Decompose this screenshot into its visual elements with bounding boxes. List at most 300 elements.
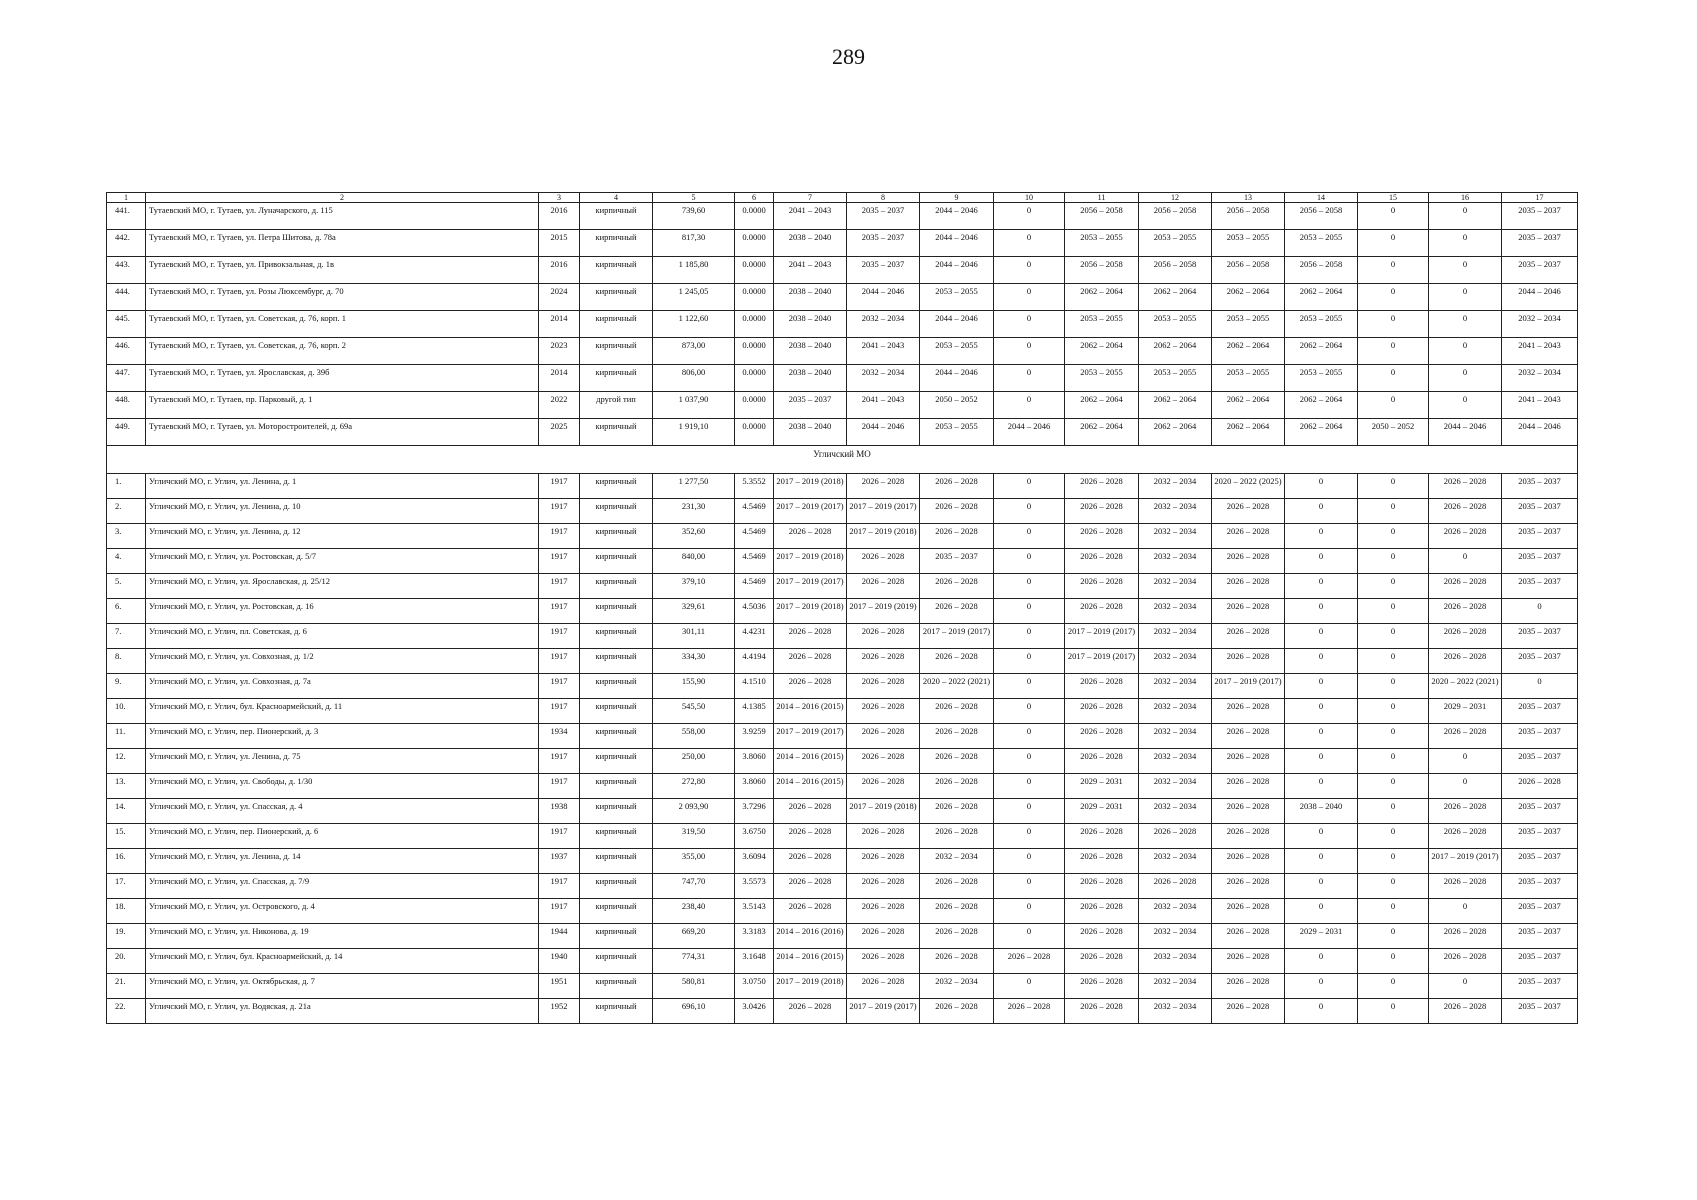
- table-cell: 2017 – 2019 (2017): [774, 574, 847, 599]
- table-cell: 4.5469: [735, 499, 774, 524]
- table-cell: кирпичный: [580, 311, 653, 338]
- table-cell: 5.3552: [735, 474, 774, 499]
- table-cell: 2026 – 2028: [847, 849, 920, 874]
- table-cell: 2026 – 2028: [774, 824, 847, 849]
- table-cell: 0: [1358, 924, 1429, 949]
- table-cell: 0: [1285, 599, 1358, 624]
- table-cell: 2026 – 2028: [1429, 999, 1502, 1024]
- table-cell: кирпичный: [580, 724, 653, 749]
- table-cell: 352,60: [653, 524, 735, 549]
- table-cell: 0: [1502, 674, 1578, 699]
- table-cell: 2026 – 2028: [1065, 574, 1139, 599]
- table-cell: 2026 – 2028: [1065, 549, 1139, 574]
- table-cell: 669,20: [653, 924, 735, 949]
- table-cell: 1940: [539, 949, 580, 974]
- table-cell: 2029 – 2031: [1429, 699, 1502, 724]
- table-cell: 873,00: [653, 338, 735, 365]
- table-cell: 2038 – 2040: [774, 230, 847, 257]
- table-cell: 2038 – 2040: [774, 419, 847, 446]
- table-cell: 2035 – 2037: [1502, 624, 1578, 649]
- row-number: 3.: [107, 524, 146, 549]
- table-cell: кирпичный: [580, 624, 653, 649]
- table-cell: 0: [1429, 311, 1502, 338]
- table-cell: 0: [1358, 749, 1429, 774]
- address-cell: Угличский МО, г. Углич, ул. Спасская, д. 7/9: [146, 874, 539, 899]
- table-cell: 2026 – 2028: [920, 924, 994, 949]
- column-number: 4: [580, 193, 653, 203]
- table-cell: 2026 – 2028: [920, 799, 994, 824]
- column-number: 2: [146, 193, 539, 203]
- table-cell: 1917: [539, 899, 580, 924]
- table-cell: 2062 – 2064: [1139, 392, 1212, 419]
- table-cell: 2026 – 2028: [1212, 774, 1285, 799]
- table-cell: 2026 – 2028: [994, 999, 1065, 1024]
- table-cell: 1944: [539, 924, 580, 949]
- table-cell: 0: [1358, 284, 1429, 311]
- table-cell: 2026 – 2028: [847, 699, 920, 724]
- column-number: 12: [1139, 193, 1212, 203]
- table-cell: 0: [1358, 365, 1429, 392]
- table-cell: 0: [994, 699, 1065, 724]
- table-cell: кирпичный: [580, 230, 653, 257]
- table-cell: 0: [1358, 849, 1429, 874]
- table-cell: 319,50: [653, 824, 735, 849]
- table-cell: 2025: [539, 419, 580, 446]
- table-cell: 0: [994, 203, 1065, 230]
- table-cell: кирпичный: [580, 284, 653, 311]
- table-body: [107, 193, 1578, 1024]
- table-cell: 0: [1285, 749, 1358, 774]
- table-cell: 2026 – 2028: [1065, 924, 1139, 949]
- table-cell: кирпичный: [580, 203, 653, 230]
- table-cell: 2026 – 2028: [920, 749, 994, 774]
- row-number: 443.: [107, 257, 146, 284]
- address-cell: Тутаевский МО, г. Тутаев, ул. Луначарского, д. 115: [146, 203, 539, 230]
- table-cell: 2017 – 2019 (2017): [774, 499, 847, 524]
- table-cell: 2035 – 2037: [1502, 574, 1578, 599]
- table-cell: 2032 – 2034: [1139, 924, 1212, 949]
- column-number: 16: [1429, 193, 1502, 203]
- address-cell: Угличский МО, г. Углич, ул. Совхозная, д. 1/2: [146, 649, 539, 674]
- table-row: [107, 474, 1578, 499]
- address-cell: Угличский МО, г. Углич, ул. Октябрьская, д. 7: [146, 974, 539, 999]
- table-cell: 2026 – 2028: [1212, 749, 1285, 774]
- table-cell: 2035 – 2037: [1502, 949, 1578, 974]
- table-row: [107, 724, 1578, 749]
- table-cell: 2026 – 2028: [920, 899, 994, 924]
- table-cell: 2026 – 2028: [1429, 724, 1502, 749]
- table-cell: 2035 – 2037: [1502, 257, 1578, 284]
- table-cell: 2032 – 2034: [1139, 799, 1212, 824]
- table-cell: 2026 – 2028: [847, 549, 920, 574]
- table-cell: 2017 – 2019 (2017): [1429, 849, 1502, 874]
- table-cell: 0: [994, 257, 1065, 284]
- table-cell: 2032 – 2034: [1139, 524, 1212, 549]
- table-cell: 2053 – 2055: [1212, 230, 1285, 257]
- table-cell: 2026 – 2028: [1212, 899, 1285, 924]
- table-cell: 2032 – 2034: [1139, 649, 1212, 674]
- table-cell: 2026 – 2028: [1065, 949, 1139, 974]
- table-cell: 2026 – 2028: [1429, 949, 1502, 974]
- address-cell: Угличский МО, г. Углич, ул. Ленина, д. 75: [146, 749, 539, 774]
- table-cell: 747,70: [653, 874, 735, 899]
- column-number: 11: [1065, 193, 1139, 203]
- table-cell: 1917: [539, 574, 580, 599]
- table-cell: 2062 – 2064: [1212, 338, 1285, 365]
- table-cell: кирпичный: [580, 774, 653, 799]
- table-cell: 0: [1285, 649, 1358, 674]
- table-cell: 0: [1285, 524, 1358, 549]
- table-cell: 2032 – 2034: [1139, 999, 1212, 1024]
- section-row: [107, 446, 1578, 474]
- table-cell: 2026 – 2028: [847, 724, 920, 749]
- table-cell: 2062 – 2064: [1285, 419, 1358, 446]
- column-number: 17: [1502, 193, 1578, 203]
- table-cell: 0: [1429, 974, 1502, 999]
- table-cell: 2035 – 2037: [1502, 649, 1578, 674]
- table-cell: 2032 – 2034: [1139, 974, 1212, 999]
- table-cell: 558,00: [653, 724, 735, 749]
- table-cell: 545,50: [653, 699, 735, 724]
- row-number: 11.: [107, 724, 146, 749]
- section-title: Угличский МО: [107, 446, 1578, 474]
- table-cell: кирпичный: [580, 649, 653, 674]
- table-cell: 2062 – 2064: [1065, 284, 1139, 311]
- table-cell: 2017 – 2019 (2019): [847, 599, 920, 624]
- table-cell: 0: [994, 524, 1065, 549]
- table-cell: 2015: [539, 230, 580, 257]
- table-cell: 0: [1285, 474, 1358, 499]
- table-cell: 2032 – 2034: [920, 849, 994, 874]
- table-cell: 1917: [539, 474, 580, 499]
- table-cell: 2017 – 2019 (2018): [774, 974, 847, 999]
- table-cell: 2016: [539, 257, 580, 284]
- address-cell: Тутаевский МО, г. Тутаев, ул. Ярославская, д. 39б: [146, 365, 539, 392]
- table-cell: 2017 – 2019 (2018): [774, 474, 847, 499]
- table-cell: 2029 – 2031: [1065, 774, 1139, 799]
- table-cell: 1917: [539, 624, 580, 649]
- table-cell: 0: [994, 974, 1065, 999]
- address-cell: Угличский МО, г. Углич, ул. Ростовская, д. 16: [146, 599, 539, 624]
- table-cell: 2044 – 2046: [920, 203, 994, 230]
- table-cell: 2044 – 2046: [920, 257, 994, 284]
- table-cell: 2035 – 2037: [1502, 874, 1578, 899]
- table-cell: 0: [1285, 974, 1358, 999]
- address-cell: Тутаевский МО, г. Тутаев, ул. Советская, д. 76, корп. 1: [146, 311, 539, 338]
- table-cell: 2026 – 2028: [1065, 874, 1139, 899]
- table-cell: 2056 – 2058: [1212, 203, 1285, 230]
- table-cell: 0.0000: [735, 365, 774, 392]
- table-cell: 806,00: [653, 365, 735, 392]
- header-row: [107, 193, 1578, 203]
- table-cell: 2062 – 2064: [1212, 419, 1285, 446]
- address-cell: Угличский МО, г. Углич, ул. Ленина, д. 14: [146, 849, 539, 874]
- table-cell: 0: [1429, 230, 1502, 257]
- table-cell: 2038 – 2040: [1285, 799, 1358, 824]
- table-cell: 2062 – 2064: [1285, 392, 1358, 419]
- table-row: [107, 699, 1578, 724]
- table-cell: 2053 – 2055: [1212, 311, 1285, 338]
- table-cell: кирпичный: [580, 365, 653, 392]
- schedule-table-container: [106, 192, 1578, 1024]
- table-cell: 2032 – 2034: [1139, 474, 1212, 499]
- table-cell: кирпичный: [580, 949, 653, 974]
- table-cell: 301,11: [653, 624, 735, 649]
- page-number: 289: [832, 44, 865, 69]
- table-cell: 2032 – 2034: [920, 974, 994, 999]
- table-cell: 0: [1358, 874, 1429, 899]
- table-cell: 1917: [539, 649, 580, 674]
- table-cell: 2026 – 2028: [1065, 474, 1139, 499]
- table-cell: 2032 – 2034: [1139, 549, 1212, 574]
- table-cell: кирпичный: [580, 524, 653, 549]
- table-cell: 2056 – 2058: [1285, 203, 1358, 230]
- table-row: [107, 365, 1578, 392]
- table-row: [107, 284, 1578, 311]
- table-cell: 2026 – 2028: [994, 949, 1065, 974]
- table-cell: 0: [1429, 774, 1502, 799]
- table-cell: 1917: [539, 699, 580, 724]
- table-cell: 2026 – 2028: [774, 999, 847, 1024]
- table-cell: кирпичный: [580, 899, 653, 924]
- table-cell: 0: [1358, 774, 1429, 799]
- table-cell: 0: [994, 774, 1065, 799]
- table-cell: 2022: [539, 392, 580, 419]
- table-cell: 2026 – 2028: [920, 499, 994, 524]
- table-cell: 2026 – 2028: [1429, 624, 1502, 649]
- table-row: [107, 203, 1578, 230]
- table-row: [107, 924, 1578, 949]
- table-cell: 2026 – 2028: [1212, 849, 1285, 874]
- table-cell: 2053 – 2055: [1285, 230, 1358, 257]
- column-number: 7: [774, 193, 847, 203]
- table-cell: 2032 – 2034: [847, 311, 920, 338]
- row-number: 21.: [107, 974, 146, 999]
- table-cell: 2038 – 2040: [774, 284, 847, 311]
- table-cell: 0: [1358, 499, 1429, 524]
- table-cell: 2032 – 2034: [1139, 774, 1212, 799]
- table-cell: 2026 – 2028: [847, 874, 920, 899]
- table-cell: 2032 – 2034: [1139, 624, 1212, 649]
- table-cell: 2026 – 2028: [847, 824, 920, 849]
- row-number: 445.: [107, 311, 146, 338]
- table-cell: 0: [994, 574, 1065, 599]
- table-cell: 0: [994, 874, 1065, 899]
- table-cell: 2053 – 2055: [920, 338, 994, 365]
- table-row: [107, 799, 1578, 824]
- table-row: [107, 649, 1578, 674]
- table-cell: кирпичный: [580, 257, 653, 284]
- table-cell: 2026 – 2028: [1429, 599, 1502, 624]
- table-cell: 2017 – 2019 (2018): [847, 799, 920, 824]
- table-cell: 3.5143: [735, 899, 774, 924]
- table-cell: 0: [1429, 365, 1502, 392]
- table-cell: 3.0426: [735, 999, 774, 1024]
- table-cell: 2026 – 2028: [847, 474, 920, 499]
- table-cell: 3.0750: [735, 974, 774, 999]
- table-cell: 329,61: [653, 599, 735, 624]
- table-cell: 2026 – 2028: [1502, 774, 1578, 799]
- table-row: [107, 574, 1578, 599]
- table-cell: кирпичный: [580, 599, 653, 624]
- table-cell: 2026 – 2028: [1065, 899, 1139, 924]
- table-cell: 2026 – 2028: [1212, 599, 1285, 624]
- table-cell: 2026 – 2028: [920, 649, 994, 674]
- table-cell: 2053 – 2055: [1139, 311, 1212, 338]
- table-cell: 1 919,10: [653, 419, 735, 446]
- table-cell: 2035 – 2037: [1502, 499, 1578, 524]
- table-cell: 2035 – 2037: [774, 392, 847, 419]
- table-cell: кирпичный: [580, 674, 653, 699]
- table-cell: 0: [1358, 724, 1429, 749]
- address-cell: Угличский МО, г. Углич, пер. Пионерский, д. 6: [146, 824, 539, 849]
- table-cell: 2041 – 2043: [774, 257, 847, 284]
- table-cell: 2026 – 2028: [847, 774, 920, 799]
- table-cell: 3.6094: [735, 849, 774, 874]
- table-row: [107, 549, 1578, 574]
- table-cell: 1917: [539, 774, 580, 799]
- table-cell: 2017 – 2019 (2017): [774, 724, 847, 749]
- table-cell: 2053 – 2055: [1065, 365, 1139, 392]
- table-cell: 1917: [539, 549, 580, 574]
- row-number: 447.: [107, 365, 146, 392]
- table-cell: 1938: [539, 799, 580, 824]
- row-number: 20.: [107, 949, 146, 974]
- table-cell: 2026 – 2028: [774, 649, 847, 674]
- table-row: [107, 749, 1578, 774]
- table-cell: 355,00: [653, 849, 735, 874]
- table-cell: 2035 – 2037: [1502, 824, 1578, 849]
- row-number: 19.: [107, 924, 146, 949]
- table-cell: 2026 – 2028: [1429, 499, 1502, 524]
- table-row: [107, 311, 1578, 338]
- address-cell: Угличский МО, г. Углич, ул. Ленина, д. 12: [146, 524, 539, 549]
- table-cell: 2026 – 2028: [1139, 824, 1212, 849]
- row-number: 16.: [107, 849, 146, 874]
- table-cell: 2026 – 2028: [920, 774, 994, 799]
- table-cell: 0: [994, 338, 1065, 365]
- table-cell: 0: [1358, 949, 1429, 974]
- table-cell: 696,10: [653, 999, 735, 1024]
- address-cell: Угличский МО, г. Углич, ул. Водяская, д. 21а: [146, 999, 539, 1024]
- table-cell: 0: [1285, 874, 1358, 899]
- table-cell: 1 122,60: [653, 311, 735, 338]
- address-cell: Угличский МО, г. Углич, ул. Никонова, д. 19: [146, 924, 539, 949]
- table-cell: 1952: [539, 999, 580, 1024]
- row-number: 449.: [107, 419, 146, 446]
- table-cell: 2026 – 2028: [920, 599, 994, 624]
- table-cell: 3.8060: [735, 774, 774, 799]
- table-cell: 272,80: [653, 774, 735, 799]
- table-cell: 0: [1358, 574, 1429, 599]
- table-cell: 2026 – 2028: [847, 624, 920, 649]
- table-cell: кирпичный: [580, 824, 653, 849]
- table-cell: 2026 – 2028: [920, 949, 994, 974]
- table-cell: 2062 – 2064: [1139, 419, 1212, 446]
- table-cell: 2026 – 2028: [1139, 874, 1212, 899]
- table-cell: 2026 – 2028: [1065, 849, 1139, 874]
- table-cell: 2026 – 2028: [1212, 549, 1285, 574]
- row-number: 4.: [107, 549, 146, 574]
- table-cell: 1917: [539, 874, 580, 899]
- table-cell: 0: [994, 624, 1065, 649]
- table-cell: 2053 – 2055: [1139, 365, 1212, 392]
- table-row: [107, 849, 1578, 874]
- table-cell: 1917: [539, 749, 580, 774]
- table-cell: 2035 – 2037: [1502, 799, 1578, 824]
- table-cell: 2035 – 2037: [847, 230, 920, 257]
- table-cell: 2026 – 2028: [1429, 874, 1502, 899]
- table-cell: 0: [1285, 499, 1358, 524]
- table-row: [107, 949, 1578, 974]
- table-cell: 2026 – 2028: [1065, 974, 1139, 999]
- table-cell: 0.0000: [735, 230, 774, 257]
- table-cell: 2044 – 2046: [1502, 419, 1578, 446]
- table-cell: 2026 – 2028: [1212, 799, 1285, 824]
- table-cell: 2020 – 2022 (2025): [1212, 474, 1285, 499]
- column-number: 9: [920, 193, 994, 203]
- table-cell: 2026 – 2028: [1212, 924, 1285, 949]
- table-cell: 1917: [539, 524, 580, 549]
- table-row: [107, 499, 1578, 524]
- table-cell: 0: [1429, 549, 1502, 574]
- table-cell: 2014 – 2016 (2015): [774, 749, 847, 774]
- table-cell: 2053 – 2055: [1285, 365, 1358, 392]
- table-cell: 2032 – 2034: [1139, 899, 1212, 924]
- table-cell: кирпичный: [580, 338, 653, 365]
- table-cell: 2032 – 2034: [1139, 724, 1212, 749]
- table-cell: 0: [1285, 624, 1358, 649]
- table-cell: 1951: [539, 974, 580, 999]
- table-cell: 2062 – 2064: [1065, 419, 1139, 446]
- table-cell: 580,81: [653, 974, 735, 999]
- table-cell: 0.0000: [735, 311, 774, 338]
- table-cell: 2041 – 2043: [847, 338, 920, 365]
- table-cell: 0.0000: [735, 257, 774, 284]
- schedule-table: [106, 192, 1578, 1024]
- address-cell: Угличский МО, г. Углич, бул. Красноармейский, д. 11: [146, 699, 539, 724]
- table-cell: 2062 – 2064: [1212, 392, 1285, 419]
- row-number: 8.: [107, 649, 146, 674]
- table-cell: 2032 – 2034: [1139, 699, 1212, 724]
- table-cell: 0: [994, 799, 1065, 824]
- table-cell: 3.3183: [735, 924, 774, 949]
- table-cell: 0: [1358, 974, 1429, 999]
- table-cell: кирпичный: [580, 574, 653, 599]
- table-cell: 0: [994, 230, 1065, 257]
- table-cell: 2026 – 2028: [920, 999, 994, 1024]
- table-cell: 0: [1285, 899, 1358, 924]
- table-cell: 2017 – 2019 (2017): [1065, 649, 1139, 674]
- table-cell: 0: [994, 749, 1065, 774]
- table-cell: 4.4194: [735, 649, 774, 674]
- table-cell: 2032 – 2034: [1139, 599, 1212, 624]
- row-number: 14.: [107, 799, 146, 824]
- address-cell: Угличский МО, г. Углич, ул. Ярославская, д. 25/12: [146, 574, 539, 599]
- table-cell: 2026 – 2028: [1429, 824, 1502, 849]
- row-number: 5.: [107, 574, 146, 599]
- table-cell: 2026 – 2028: [1212, 574, 1285, 599]
- table-cell: 2026 – 2028: [1429, 524, 1502, 549]
- table-cell: 2050 – 2052: [1358, 419, 1429, 446]
- table-cell: 4.1510: [735, 674, 774, 699]
- table-cell: 0: [994, 899, 1065, 924]
- table-cell: 0: [1429, 284, 1502, 311]
- table-cell: кирпичный: [580, 924, 653, 949]
- table-cell: 2026 – 2028: [1212, 624, 1285, 649]
- table-cell: 0.0000: [735, 203, 774, 230]
- table-cell: 2026 – 2028: [847, 924, 920, 949]
